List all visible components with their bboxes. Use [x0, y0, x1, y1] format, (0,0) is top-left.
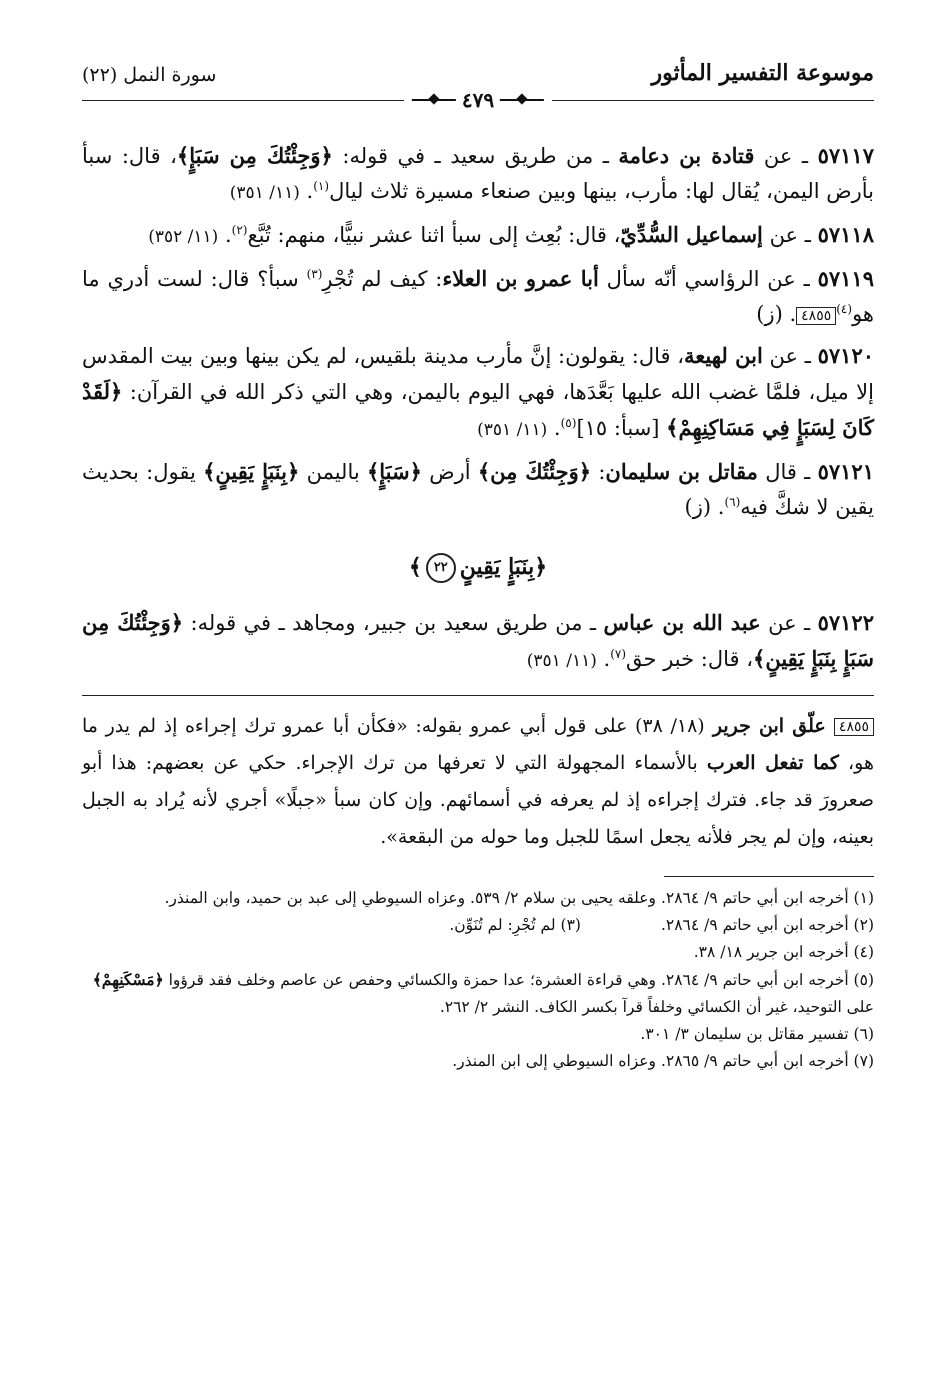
footnote-3: (٣) لم تُجْرِ: لم تُنَوِّن. — [449, 916, 581, 934]
commentary-author: علّق ابن جرير — [704, 715, 834, 737]
commentary-divider — [82, 695, 874, 696]
text: ـ عن — [754, 144, 818, 168]
narrator-name: ابن لهيعة — [684, 343, 763, 368]
text: ـ من طريق سعيد بن جبير، ومجاهد ـ في قوله: — [183, 611, 604, 635]
narrations — [82, 138, 874, 679]
volume-reference: (١١/ ٣٥١) — [477, 420, 548, 440]
commentary-link-box[interactable]: ٤٨٥٥ — [796, 307, 836, 325]
text: . — [596, 647, 611, 671]
narration-number: ٥٧١٢١ — [817, 459, 874, 484]
text: باليمن — [299, 460, 367, 484]
narration-number: ٥٧١٢٠ — [817, 343, 875, 368]
footnote-4: (٤) أخرجه ابن جرير ١٨/ ٣٨. — [693, 943, 874, 961]
text: أرض — [421, 460, 478, 484]
narrator-name: قتادة بن دعامة — [618, 143, 755, 168]
page-number: ٤٧٩ — [461, 88, 495, 112]
ornament-left-icon — [412, 95, 456, 105]
volume-reference: (١١/ ٣٥١) — [526, 651, 597, 671]
text: ـ عن — [762, 223, 818, 247]
narration-number: ٥٧١١٨ — [817, 222, 874, 247]
footnote-marker: (٤) — [836, 302, 853, 316]
text: . — [299, 179, 314, 203]
book-title: موسوعة التفسير المأثور — [651, 60, 874, 86]
text: (٥) أخرجه ابن أبي حاتم ٩/ ٢٨٦٤. وهي قراءة العشرة؛ عدا حمزة والكسائي وحفص عن عاصم وخلف فقد قرؤوا — [163, 971, 874, 989]
narrator-name: إسماعيل السُّدِّيّ — [620, 222, 763, 247]
footnote-marker: (٣) — [306, 267, 323, 281]
narration-57121 — [82, 454, 874, 525]
book-page — [82, 58, 874, 1075]
quran-quote: ﴿لَقَدْ كَانَ لِسَبَإٍ فِي مَسَاكِنِهِمْ﴾ — [82, 379, 874, 440]
narration-57117 — [82, 138, 874, 211]
commentary-block — [82, 708, 874, 856]
quran-quote: ﴿مَسْكَنِهِمْ﴾ — [92, 970, 164, 989]
narration-57118 — [82, 217, 874, 255]
text: . (ز) — [756, 302, 797, 326]
footnote-marker: (٥) — [560, 416, 577, 430]
bracket-open: ﴿ — [534, 554, 548, 580]
text: ، قال: خبر حق — [626, 647, 754, 671]
ornament-right-icon — [500, 95, 544, 105]
text: ، قال: يقولون: إنَّ مأرب مدينة بلقيس، لم يكن بينها وبين بيت المقدس إلا ميل، فلمَّا غضب الله عليها بَعَّدَها، فهي اليوم باليمن، وهي التي ذكر الله في القرآن: — [82, 344, 874, 404]
narration-number: ٥٧١١٩ — [817, 266, 874, 291]
surah-name: سورة النمل (٢٢) — [82, 64, 217, 86]
footnote-marker: (٦) — [724, 495, 741, 509]
footnote-marker: (١) — [313, 179, 330, 193]
quran-quote: ﴿سَبَإٍ﴾ — [366, 459, 422, 484]
text: ـ عن الرؤاسي أنّه سأل — [598, 267, 818, 291]
quran-quote: ﴿بِنَبَإٍ يَقِينٍ﴾ — [203, 459, 300, 484]
text: يقول: بحديث يقين لا شكَّ فيه — [82, 460, 874, 519]
bracket-close: ﴾ — [408, 554, 422, 580]
text: : — [591, 460, 606, 484]
footnote-2: (٢) أخرجه ابن أبي حاتم ٩/ ٢٨٦٤. — [660, 916, 874, 934]
quran-quote: ﴿وَجِئْتُكَ مِن سَبَإٍ﴾ — [176, 143, 333, 168]
quran-quote: ﴿وَجِئْتُكَ مِن سَبَإٍ بِنَبَإٍ يَقِينٍ﴾ — [82, 610, 874, 671]
verse-heading — [82, 549, 874, 585]
text: ـ قال — [757, 460, 818, 484]
text: بالأسماء المجهولة التي لا تعرفها من ترك الإجراء. حكي عن بعضهم: هذا أبو صعرورَ قد جاء. فترك إجراءه إذ لم يعرفه في أسمائهم. وإن كان سبأ «جبلًا» أجري لأنه يُراد به الجبل بعينه، وإن لم يجر فلأنه يجعل اسمًا للجبل وما حوله من البقعة». — [82, 752, 874, 848]
ayah-number-icon: ٢٢ — [426, 553, 456, 583]
footnote-marker: (٢) — [231, 223, 248, 237]
narration-57120 — [82, 338, 874, 448]
verse-text: بِنَبَإٍ يَقِينٍ — [459, 554, 535, 580]
text: على التوحيد، غير أن الكسائي وخلفاً قرآ بكسر الكاف. النشر ٢/ ٢٦٢. — [439, 998, 874, 1016]
text: ـ عن — [760, 611, 818, 635]
footnote-1: (١) أخرجه ابن أبي حاتم ٩/ ٢٨٦٤. وعلقه يحيى بن سلام ٢/ ٥٣٩. وعزاه السيوطي إلى عبد بن حميد، وابن المنذر. — [164, 889, 874, 907]
footnote-marker: (٧) — [610, 647, 627, 661]
narration-number: ٥٧١١٧ — [817, 143, 874, 168]
text: ـ من طريق سعيد ـ في قوله: — [332, 144, 619, 168]
footnotes-rule — [664, 876, 874, 877]
narrator-name: أبا عمرو بن العلاء — [442, 266, 599, 291]
commentary-number-box: ٤٨٥٥ — [834, 718, 874, 736]
narration-number: ٥٧١٢٢ — [817, 610, 874, 635]
text: (١٨/ ٣٨) على قول أبي عمرو بقوله: «فكأن أبا عمرو ترك إجراءه إذ لم يدر ما هو، — [82, 715, 874, 774]
footnote-6: (٦) تفسير مقاتل بن سليمان ٣/ ٣٠١. — [640, 1025, 874, 1043]
text: : كيف لم تُجْرِ — [322, 267, 443, 291]
text: . (ز) — [684, 495, 725, 519]
narrator-name: مقاتل بن سليمان — [605, 459, 758, 484]
text: سبأ؟ قال: لست أدري ما هو — [82, 267, 874, 326]
quran-quote: ﴿وَجِئْتُكَ مِن﴾ — [477, 459, 592, 484]
text: . — [547, 416, 561, 440]
page-number-box — [404, 88, 552, 112]
narration-57119 — [82, 261, 874, 332]
emphasis: كما تفعل العرب — [706, 752, 839, 774]
narration-57122 — [82, 605, 874, 679]
footnote-7: (٧) أخرجه ابن أبي حاتم ٩/ ٢٨٦٥. وعزاه السيوطي إلى ابن المنذر. — [452, 1052, 874, 1070]
narrator-name: عبد الله بن عباس — [603, 610, 761, 635]
footnotes — [82, 885, 874, 1075]
text: ، قال: بُعِث إلى سبأ اثنا عشر نبيًّا، منهم: تُبَّع — [247, 223, 621, 247]
volume-reference: (١١/ ٣٥٢) — [148, 227, 219, 247]
volume-reference: (١١/ ٣٥١) — [229, 183, 300, 203]
footnote-row — [82, 912, 874, 939]
page-header — [82, 58, 874, 112]
text: ، قال: سبأ بأرض اليمن، يُقال لها: مأرب، بينها وبين صنعاء مسيرة ثلاث ليال — [82, 144, 874, 203]
footnote-5 — [82, 966, 874, 1021]
text: [سبأ: ١٥] — [576, 416, 667, 440]
text: ـ عن — [762, 344, 818, 368]
text: . — [218, 223, 232, 247]
